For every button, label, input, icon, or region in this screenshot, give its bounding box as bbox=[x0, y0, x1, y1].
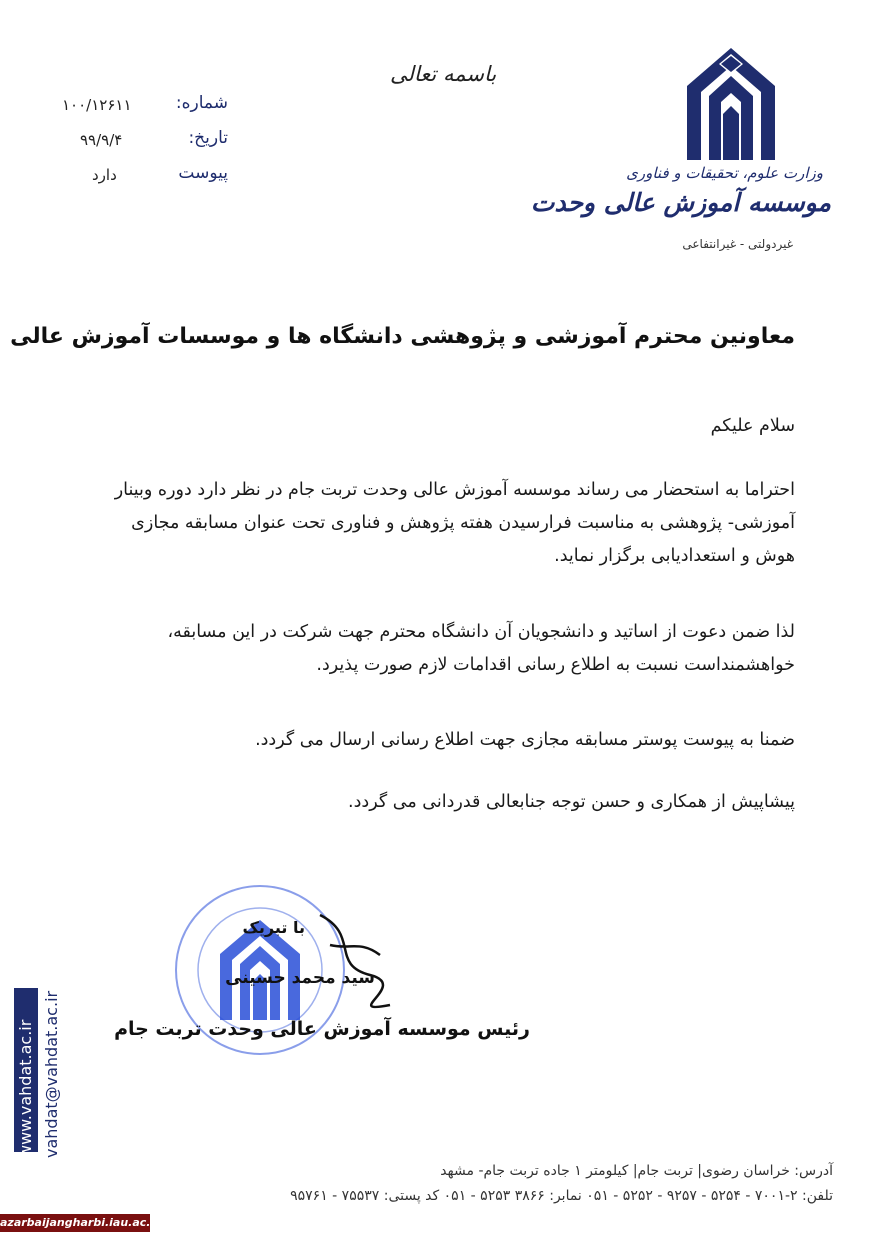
signature-closing: با تبریک bbox=[242, 918, 305, 937]
attachment-value: دارد bbox=[92, 166, 117, 184]
org-type: غیردولتی - غیرانتفاعی bbox=[682, 237, 793, 251]
institute-logo-icon bbox=[683, 46, 779, 160]
institute-name: موسسه آموزش عالی وحدت bbox=[530, 188, 831, 217]
website-text[interactable]: www.vahdat.ac.ir bbox=[16, 1019, 35, 1158]
signatory-name: سید محمد حسینی bbox=[225, 968, 375, 988]
greeting: سلام علیکم bbox=[710, 416, 795, 436]
date-value: ۹۹/۹/۴ bbox=[80, 131, 123, 149]
paragraph-2: لذا ضمن دعوت از اساتید و دانشجویان آن دانشگاه محترم جهت شرکت در این مسابقه، خواهشمنداست نسبت به اطلاع رسانی اقدامات لازم صورت پذیرد. bbox=[167, 622, 795, 675]
address-line: آدرس: خراسان رضوی| تربت جام| کیلومتر ۱ جاده تربت جام- مشهد bbox=[440, 1163, 833, 1179]
handwritten-signature-icon bbox=[300, 905, 410, 1025]
phone-line: تلفن: ۲-۷۰۰۱ - ۵۲۵۴ - ۹۲۵۷ - ۵۲۵۲ - ۰۵۱ نمابر: ۳۸۶۶ ۵۲۵۳ - ۰۵۱ کد پستی: ۷۵۵۳۷ - ۹۵۷۶۱ bbox=[290, 1188, 833, 1204]
letter-title: معاونین محترم آموزشی و پژوهشی دانشگاه ها و موسسات آموزش عالی bbox=[10, 324, 795, 349]
paragraph-4: پیشاپیش از همکاری و حسن توجه جنابعالی قدردانی می گردد. bbox=[348, 792, 795, 812]
source-watermark: azarbaijangharbi.iau.ac.ir bbox=[0, 1214, 150, 1232]
paragraph-1: احتراما به استحضار می رساند موسسه آموزش عالی وحدت تربت جام در نظر دارد دوره وبینار آموزشی- پژوهشی به مناسبت فرارسیدن هفته پژوهش و فناوری تحت عنوان مسابقه مجازی هوش و استعدادیابی برگزار نماید. bbox=[114, 480, 795, 566]
signatory-position: رئیس موسسه آموزش عالی وحدت تربت جام bbox=[114, 1018, 530, 1040]
number-value: ۱۰۰/۱۲۶۱۱ bbox=[62, 96, 132, 114]
ministry-name: وزارت علوم، تحقیقات و فناوری bbox=[626, 164, 823, 182]
paragraph-3: ضمنا به پیوست پوستر مسابقه مجازی جهت اطلاع رسانی ارسال می گردد. bbox=[255, 730, 795, 750]
date-label: تاریخ: bbox=[188, 128, 228, 148]
attachment-label: پیوست bbox=[178, 163, 228, 183]
number-label: شماره: bbox=[175, 93, 228, 113]
email-text[interactable]: vahdat@vahdat.ac.ir bbox=[42, 990, 61, 1158]
basmala: باسمه تعالی bbox=[390, 62, 497, 86]
